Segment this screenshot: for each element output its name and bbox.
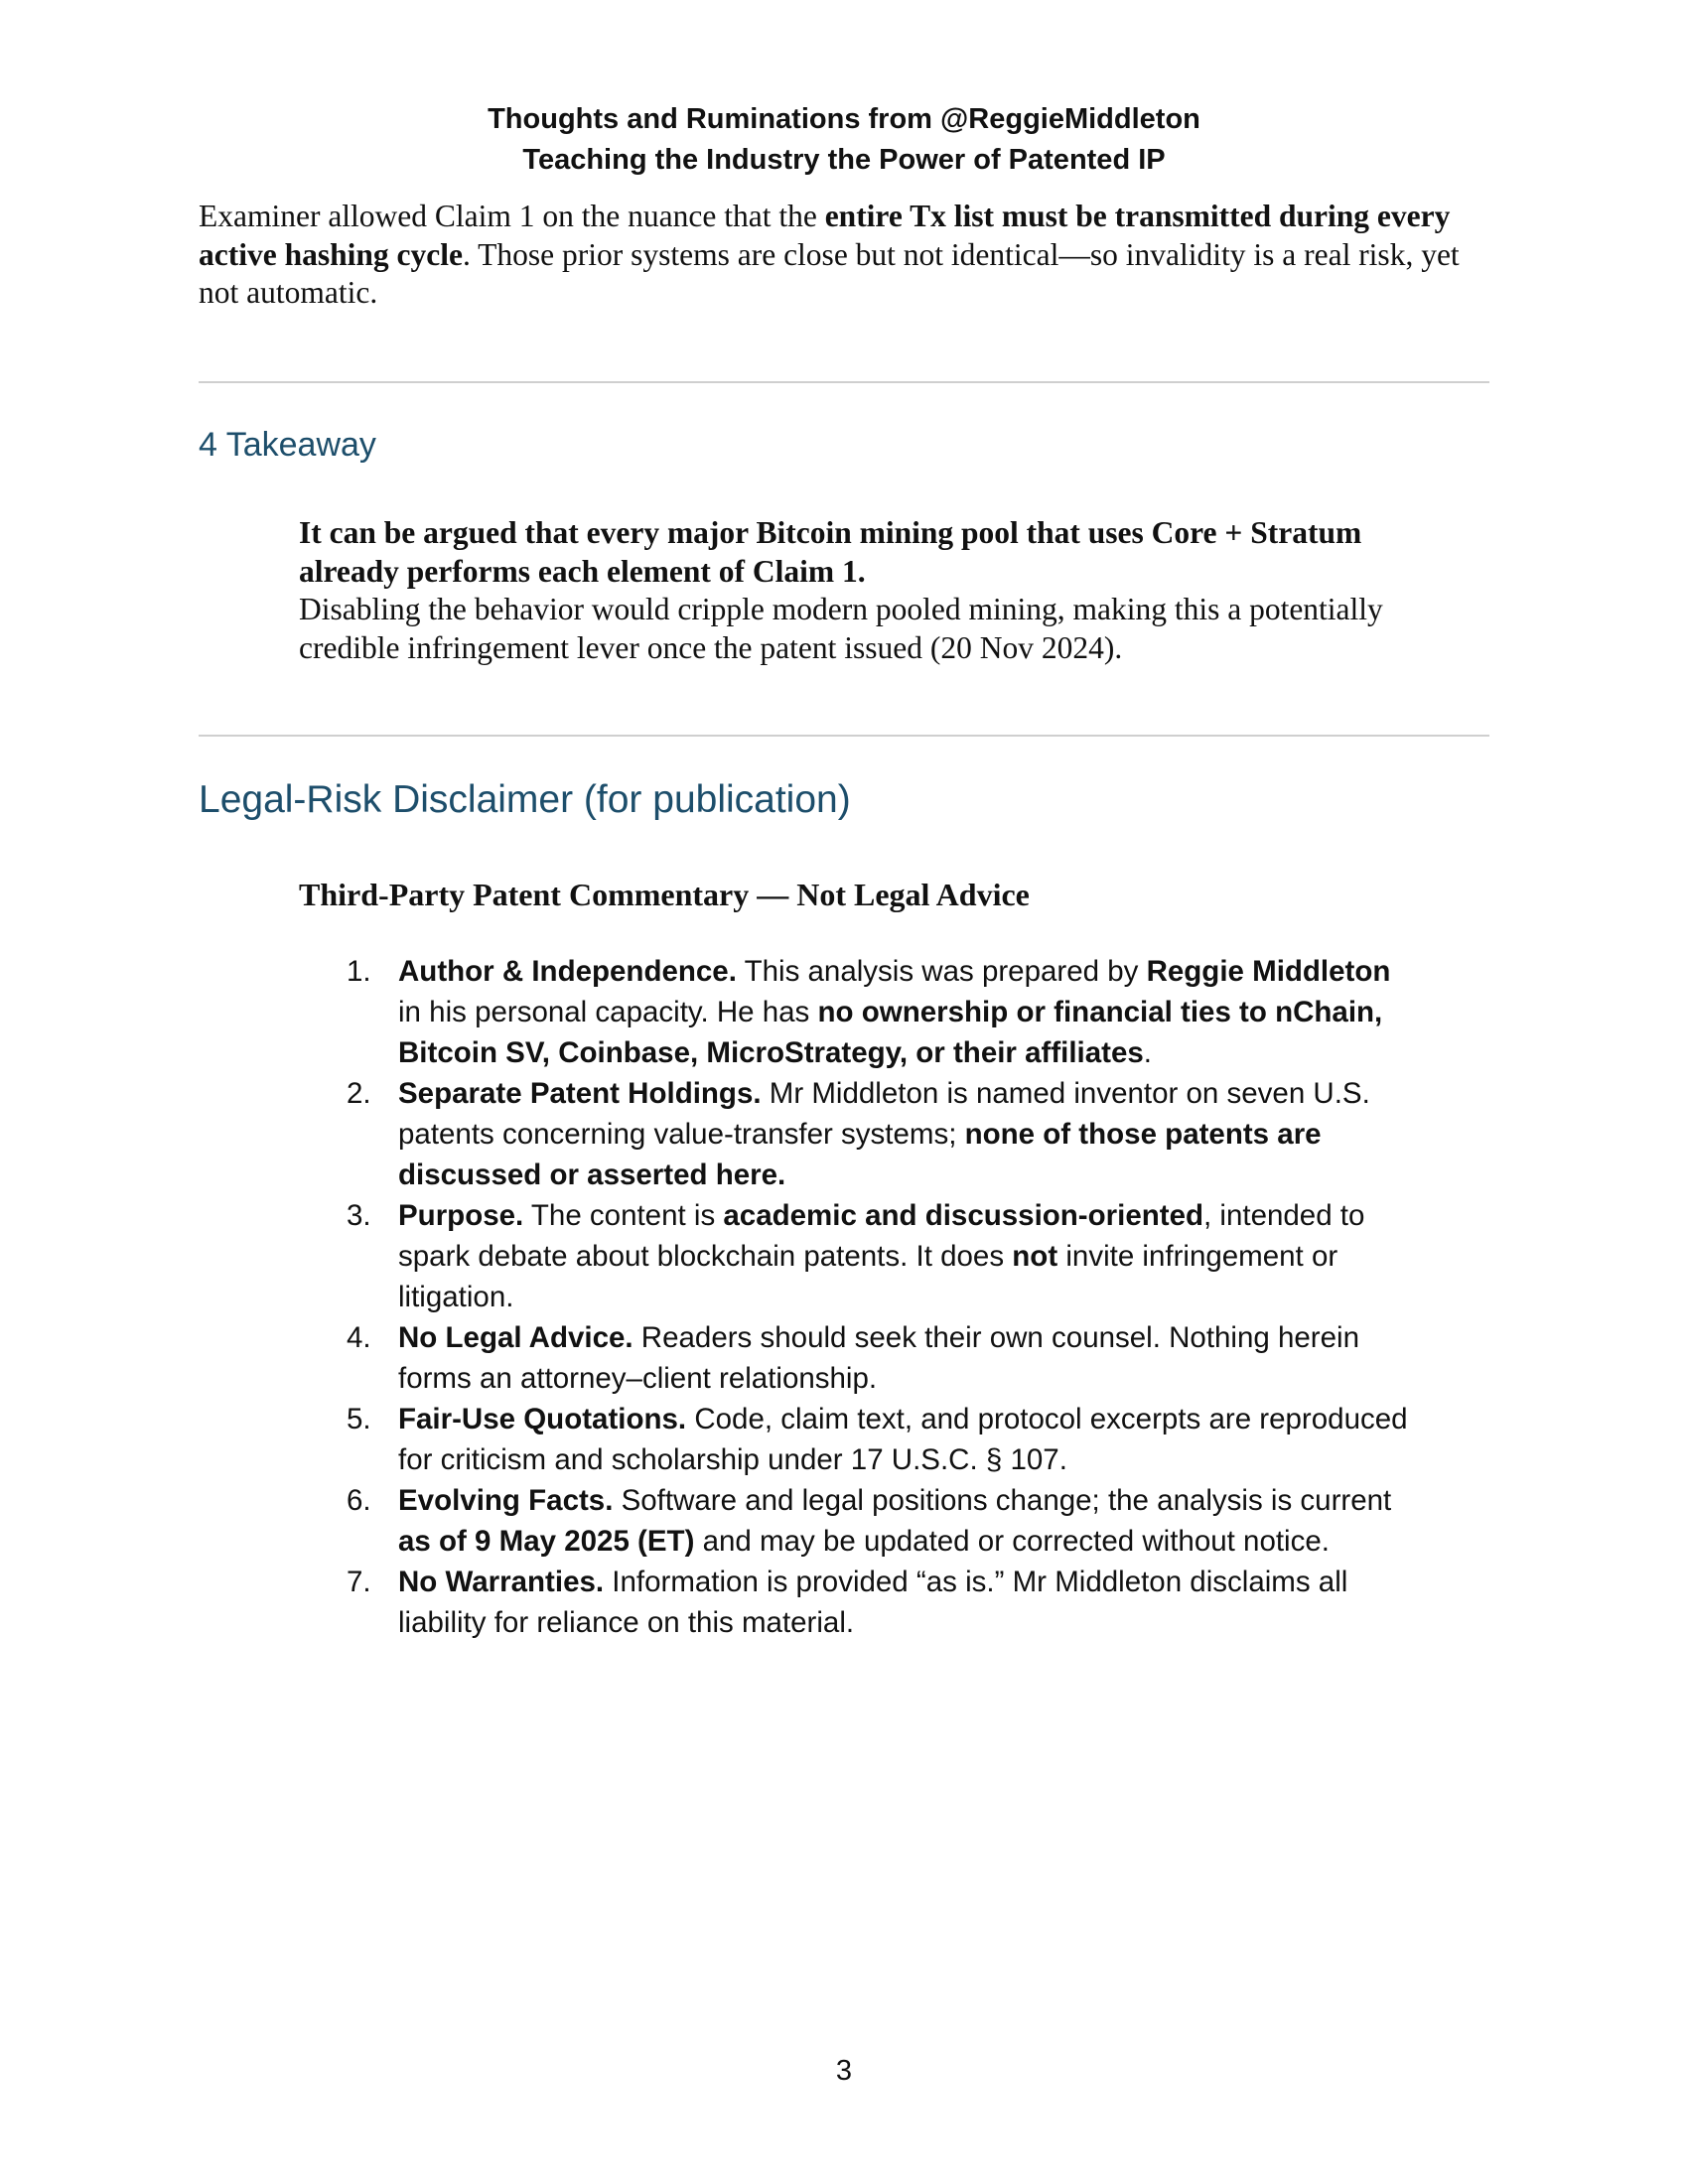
list-item-title: Fair-Use Quotations. bbox=[398, 1403, 687, 1435]
list-item bbox=[338, 1399, 1410, 1480]
header-line-1: Thoughts and Ruminations from @ReggieMiddleton bbox=[488, 103, 1200, 135]
disclaimer-heading: Legal-Risk Disclaimer (for publication) bbox=[199, 778, 851, 821]
list-item-bold: academic and discussion-oriented bbox=[723, 1199, 1204, 1232]
list-item bbox=[338, 951, 1410, 1073]
list-item-bold: none of those patents are discussed or asserted here. bbox=[398, 1118, 1322, 1191]
list-item-title: No Legal Advice. bbox=[398, 1321, 633, 1354]
list-item-text: invite infringement or litigation. bbox=[398, 1240, 1338, 1313]
takeaway-bold-statement: It can be argued that every major Bitcoin mining pool that uses Core + Stratum already performs each element of Claim 1. bbox=[299, 515, 1362, 589]
list-item-number: 3. bbox=[347, 1199, 371, 1232]
list-item bbox=[338, 1317, 1410, 1399]
takeaway-text: Disabling the behavior would cripple modern pooled mining, making this a potentially credible infringement lever once the patent issued (20 Nov 2024). bbox=[299, 592, 1383, 665]
list-item-text: Software and legal positions change; the analysis is current bbox=[613, 1484, 1392, 1517]
list-item-text: , intended to spark debate about blockchain patents. It does bbox=[398, 1199, 1365, 1273]
intro-bold-1: entire Tx list must be transmitted during every active hashing cycle bbox=[199, 199, 1451, 272]
list-item-number: 5. bbox=[347, 1403, 371, 1435]
list-item-title: Author & Independence. bbox=[398, 955, 737, 988]
header-line-2: Teaching the Industry the Power of Patented IP bbox=[522, 144, 1166, 176]
list-item-text: Mr Middleton is named inventor on seven U.S. patents concerning value-transfer systems; bbox=[398, 1077, 1370, 1151]
list-item-text: Code, claim text, and protocol excerpts are reproduced for criticism and scholarship under 17 U.S.C. § 107. bbox=[398, 1403, 1408, 1476]
list-item-text: in his personal capacity. He has bbox=[398, 996, 818, 1028]
list-item-number: 7. bbox=[347, 1566, 371, 1598]
page-header bbox=[0, 99, 1688, 181]
list-item-number: 6. bbox=[347, 1484, 371, 1517]
disclaimer-subtitle: Third-Party Patent Commentary — Not Legal Advice bbox=[299, 877, 1030, 912]
list-item bbox=[338, 1480, 1410, 1562]
intro-text-2: . Those prior systems are close but not identical—so invalidity is a real risk, yet not automatic. bbox=[199, 236, 1460, 310]
list-item-title: Evolving Facts. bbox=[398, 1484, 614, 1517]
list-item-text: This analysis was prepared by bbox=[736, 955, 1147, 988]
takeaway-heading: 4 Takeaway bbox=[199, 426, 376, 464]
list-item-text: and may be updated or corrected without notice. bbox=[694, 1525, 1330, 1558]
takeaway-block bbox=[299, 514, 1391, 667]
intro-text-1: Examiner allowed Claim 1 on the nuance that the bbox=[199, 199, 825, 233]
list-item-number: 1. bbox=[347, 955, 371, 988]
list-item-bold: as of 9 May 2025 (ET) bbox=[398, 1525, 695, 1558]
list-item-text: Information is provided “as is.” Mr Middleton disclaims all liability for reliance on this material. bbox=[398, 1566, 1348, 1639]
list-item-text: The content is bbox=[523, 1199, 724, 1232]
list-item bbox=[338, 1195, 1410, 1317]
list-item bbox=[338, 1562, 1410, 1643]
list-item-bold: Reggie Middleton bbox=[1146, 955, 1391, 988]
list-item-bold: no ownership or financial ties to nChain, Bitcoin SV, Coinbase, MicroStrategy, or their affiliates bbox=[398, 996, 1383, 1069]
intro-paragraph bbox=[199, 198, 1489, 313]
list-item-title: No Warranties. bbox=[398, 1566, 605, 1598]
list-item-number: 2. bbox=[347, 1077, 371, 1110]
page-number: 3 bbox=[835, 2055, 853, 2087]
disclaimer-list bbox=[338, 951, 1410, 1643]
list-item-text: Readers should seek their own counsel. Nothing herein forms an attorney–client relationship. bbox=[398, 1321, 1359, 1395]
list-item-text: . bbox=[1143, 1036, 1152, 1069]
list-item-title: Purpose. bbox=[398, 1199, 524, 1232]
list-item-number: 4. bbox=[347, 1321, 371, 1354]
horizontal-rule bbox=[199, 735, 1489, 737]
list-item-title: Separate Patent Holdings. bbox=[398, 1077, 762, 1110]
list-item bbox=[338, 1073, 1410, 1195]
horizontal-rule bbox=[199, 381, 1489, 383]
list-item-bold: not bbox=[1012, 1240, 1058, 1273]
